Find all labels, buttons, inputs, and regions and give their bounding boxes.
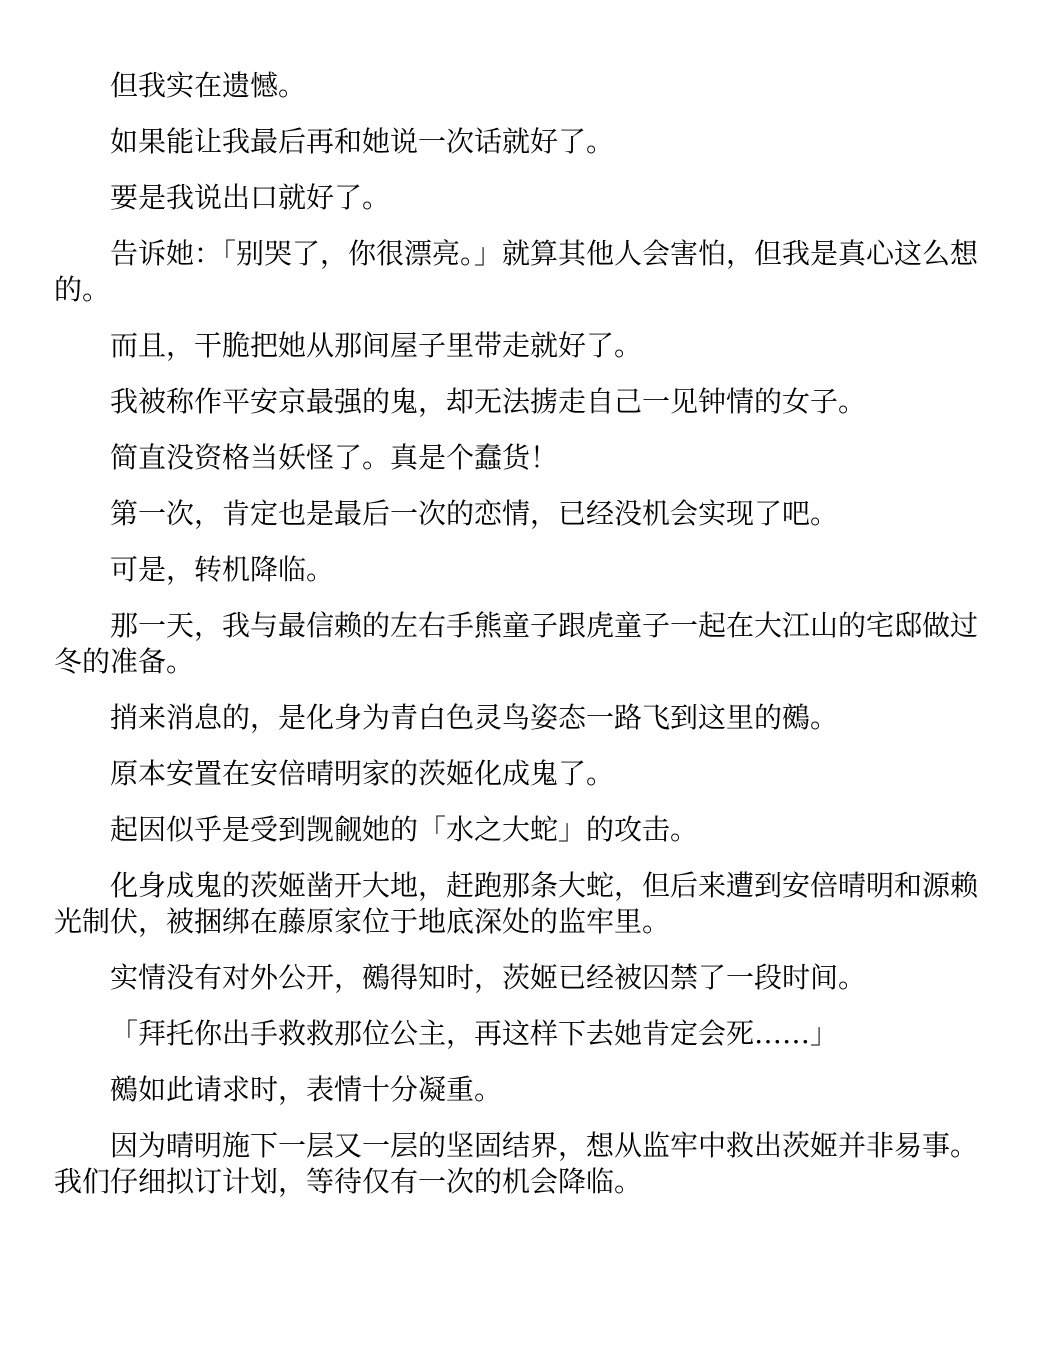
paragraph: 可是，转机降临。 (110, 553, 335, 586)
paragraph: 鵺如此请求时，表情十分凝重。 (110, 1073, 503, 1106)
paragraph: 第一次，肯定也是最后一次的恋情，已经没机会实现了吧。 (110, 497, 839, 530)
paragraph: 那一天，我与最信赖的左右手熊童子跟虎童子一起在大江山的宅邸做过冬的准备。 (54, 609, 979, 678)
paragraph: 实情没有对外公开，鵺得知时，茨姬已经被囚禁了一段时间。 (110, 961, 867, 994)
paragraph: 「拜托你出手救救那位公主，再这样下去她肯定会死……」 (110, 1017, 839, 1050)
paragraph: 因为晴明施下一层又一层的坚固结界，想从监牢中救出茨姬并非易事。我们仔细拟订计划，等待仅有一次的机会降临。 (54, 1129, 979, 1198)
paragraph: 而且，干脆把她从那间屋子里带走就好了。 (110, 329, 643, 362)
paragraph: 如果能让我最后再和她说一次话就好了。 (110, 125, 615, 158)
paragraph: 原本安置在安倍晴明家的茨姬化成鬼了。 (110, 757, 615, 790)
paragraph: 告诉她：「别哭了，你很漂亮。」就算其他人会害怕，但我是真心这么想的。 (54, 237, 979, 306)
paragraph: 我被称作平安京最强的鬼，却无法掳走自己一见钟情的女子。 (110, 385, 867, 418)
paragraph: 捎来消息的，是化身为青白色灵鸟姿态一路飞到这里的鵺。 (110, 701, 839, 734)
paragraph: 要是我说出口就好了。 (110, 181, 391, 214)
paragraph: 化身成鬼的茨姬凿开大地，赶跑那条大蛇，但后来遭到安倍晴明和源赖光制伏，被捆绑在藤原家位于地底深处的监牢里。 (54, 869, 979, 938)
paragraph: 起因似乎是受到觊觎她的「水之大蛇」的攻击。 (110, 813, 699, 846)
paragraph: 但我实在遗憾。 (110, 69, 307, 102)
paragraph: 简直没资格当妖怪了。真是个蠢货！ (110, 441, 559, 474)
text-body (54, 68, 978, 1220)
